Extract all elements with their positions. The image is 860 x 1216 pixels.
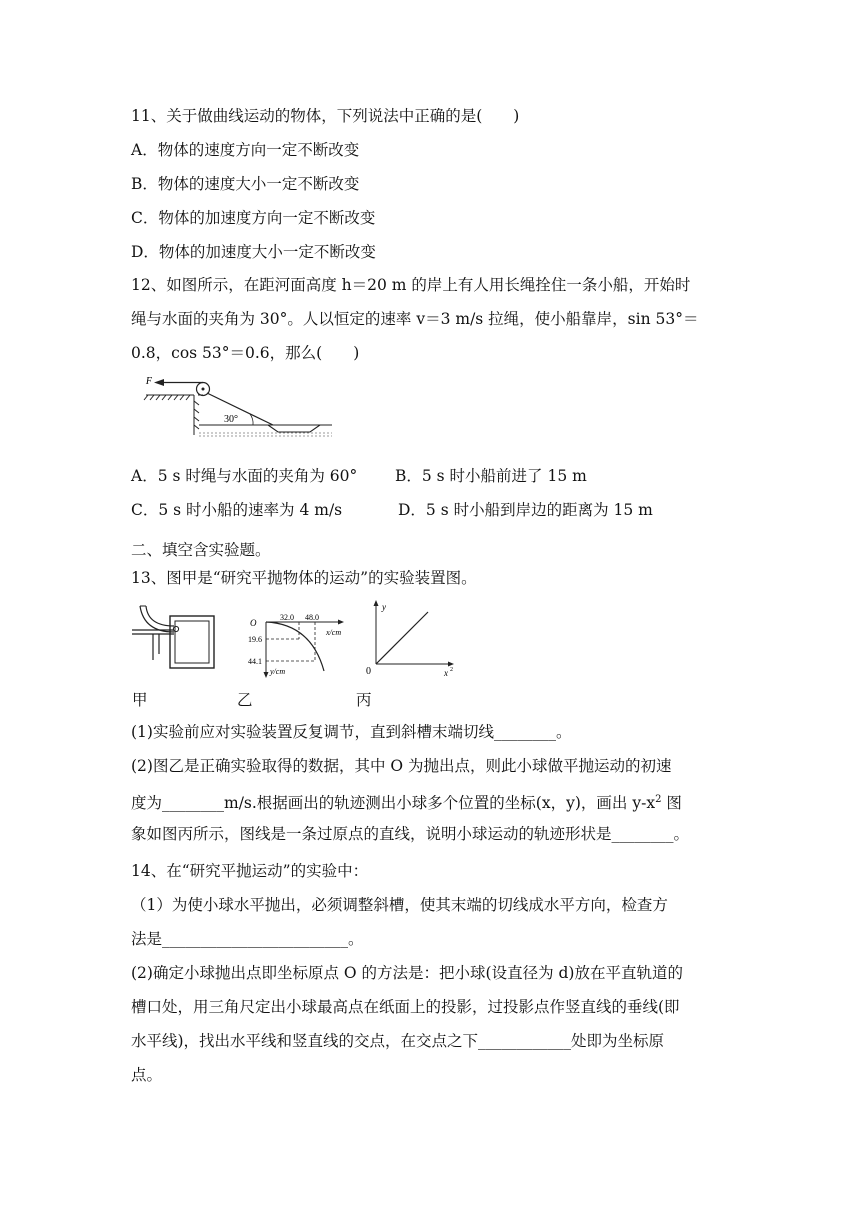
caption-bing: 丙	[356, 691, 372, 709]
boat-icon	[268, 425, 320, 432]
q13-part-2-line-2: 度为________m/s.根据画出的轨迹测出小球多个位置的坐标(x，y)，画出 $y-x^2$ 图	[131, 794, 682, 813]
superscript: 2	[655, 794, 662, 805]
bank-top	[144, 395, 194, 400]
y-axis-label: y/cm	[270, 667, 286, 676]
q14-part-1-line-1: （1）为使小球水平抛出，必须调整斜槽，使其末端的切线成水平方向，检查方	[131, 896, 668, 914]
q12-stem-line-1: 12、如图所示，在距河面高度 h＝20 m 的岸上有人用长绳拴住一条小船，开始时	[131, 276, 691, 294]
q14-part-2-line-3: 水平线)，找出水平线和竖直线的交点，在交点之下____________处即为坐标原	[131, 1032, 665, 1050]
q13-part-2-line-1: (2)图乙是正确实验取得的数据，其中 O 为抛出点，则此小球做平抛运动的初速	[131, 757, 672, 775]
q11-option-b: B．物体的速度大小一定不断改变	[131, 175, 360, 193]
boat-pulley-figure	[140, 375, 340, 440]
q14-part-2-line-1: (2)确定小球抛出点即坐标原点 O 的方法是：把小球(设直径为 d)放在平直轨道的	[131, 964, 683, 982]
q12-option-b: B．5 s 时小船前进了 15 m	[395, 467, 587, 485]
ball-icon	[173, 626, 178, 631]
caption-jia: 甲	[132, 691, 148, 709]
y-axis-label: y	[382, 602, 386, 612]
trajectory-figure-yi	[248, 614, 358, 682]
bank-wall	[194, 395, 199, 435]
x-axis-label: x/cm	[326, 628, 342, 637]
q12-option-d: D．5 s 时小船到岸边的距离为 15 m	[398, 501, 653, 519]
proportional-line	[376, 612, 428, 664]
q14-part-1-line-2: 法是________________________。	[131, 930, 364, 948]
angle-label: 30°	[224, 414, 238, 425]
q13-stem: 13、图甲是“研究平抛物体的运动”的实验装置图。	[131, 569, 477, 587]
force-label: F	[145, 376, 152, 387]
q14-stem: 14、在“研究平抛运动”的实验中：	[131, 862, 369, 880]
q12-option-a: A．5 s 时绳与水面的夹角为 60°	[131, 467, 358, 485]
y-x2-graph-bing	[362, 598, 462, 682]
y-tick-19: 19.6	[248, 635, 262, 644]
origin-label: O	[250, 618, 257, 628]
boat-rope	[207, 393, 273, 425]
q12-stem-line-2: 绳与水面的夹角为 30°。人以恒定的速率 v＝3 m/s 拉绳，使小船靠岸，sin 53°＝	[131, 310, 699, 328]
y-tick-44: 44.1	[248, 657, 262, 666]
origin-label: 0	[366, 666, 371, 677]
q13-part-1: (1)实验前应对实验装置反复调节，直到斜槽末端切线________。	[131, 723, 572, 741]
q11-option-c: C．物体的加速度方向一定不断改变	[131, 209, 376, 227]
x-tick-48: 48.0	[305, 614, 319, 622]
x-axis-sup: 2	[450, 667, 453, 673]
x-axis-label: x	[444, 668, 448, 678]
q11-option-a: A．物体的速度方向一定不断改变	[131, 141, 360, 159]
caption-yi: 乙	[237, 691, 253, 709]
q11-stem: 11、关于做曲线运动的物体，下列说法中正确的是( )	[131, 107, 520, 125]
q12-stem-line-3: 0.8，cos 53°＝0.6，那么( )	[131, 344, 360, 362]
q14-part-2-line-2: 槽口处，用三角尺定出小球最高点在纸面上的投影，过投影点作竖直线的垂线(即	[131, 998, 680, 1016]
section-heading: 二、填空含实验题。	[131, 541, 271, 559]
q12-option-c: C．5 s 时小船的速率为 4 m/s	[131, 501, 343, 519]
apparatus-figure-jia	[128, 602, 220, 674]
x-tick-32: 32.0	[280, 614, 294, 622]
q11-option-d: D．物体的加速度大小一定不断改变	[131, 243, 376, 261]
force-arrow-icon	[154, 379, 164, 386]
q13-part-2-line-3: 象如图丙所示，图线是一条过原点的直线，说明小球运动的轨迹形状是________。	[131, 825, 690, 843]
q14-part-2-line-4: 点。	[131, 1066, 163, 1084]
